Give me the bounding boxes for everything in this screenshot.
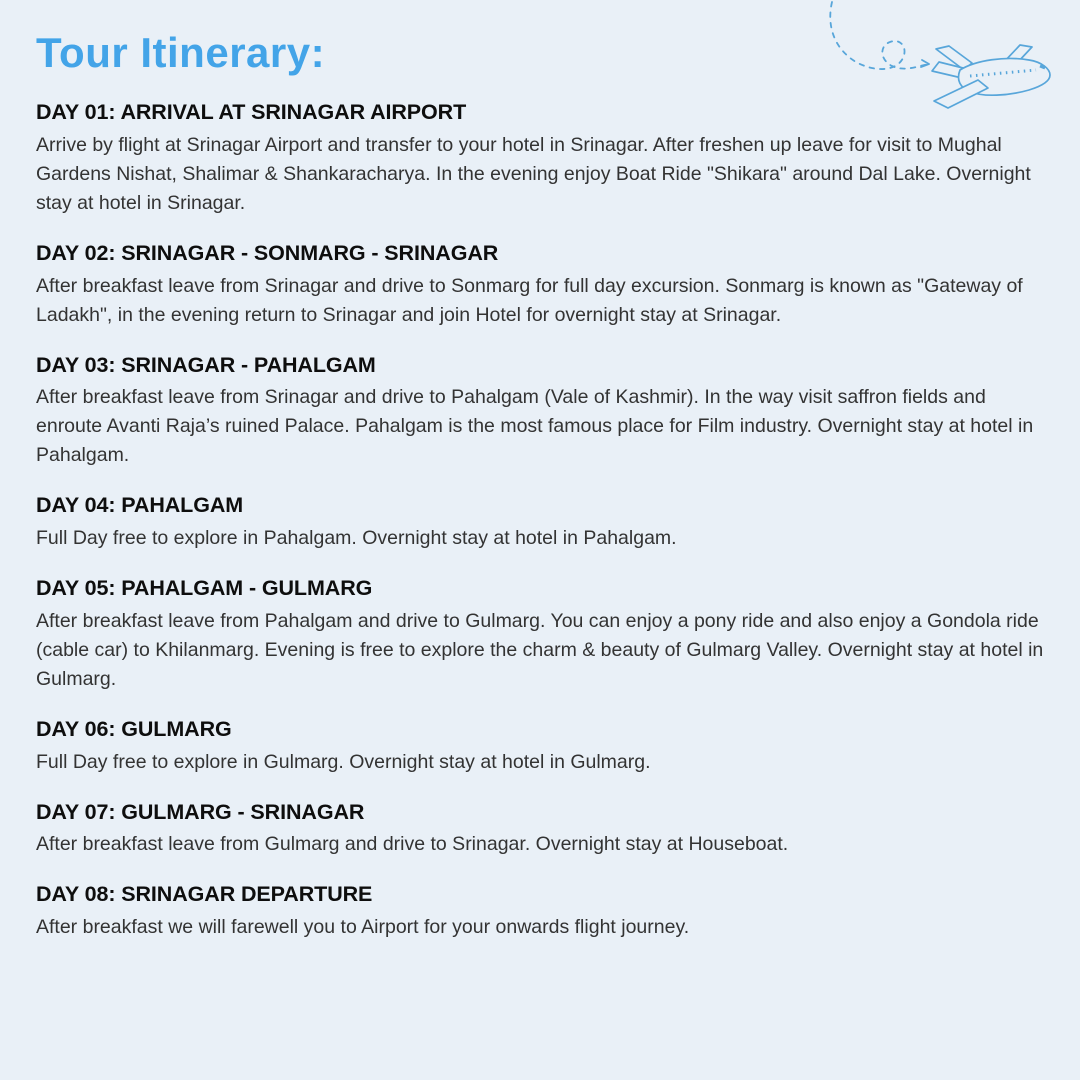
day-heading: DAY 05: PAHALGAM - GULMARG (36, 576, 373, 601)
itinerary-list (36, 100, 1046, 942)
day-description: After breakfast leave from Gulmarg and drive to Srinagar. Overnight stay at Houseboat. (36, 833, 789, 856)
day-section (36, 353, 1046, 471)
day-heading: DAY 06: GULMARG (36, 716, 232, 741)
day-description: Arrive by flight at Srinagar Airport and transfer to your hotel in Srinagar. After freshen up leave for visit to Mughal Gardens Nishat, Shalimar & Shankaracharya. In the evening enjoy Boat Ride "Shikara" around Dal Lake. Overnight stay at hotel in Srinagar. (36, 133, 1031, 214)
day-section (36, 100, 1046, 218)
day-description: After breakfast leave from Srinagar and drive to Sonmarg for full day excursion. Sonmarg is known as "Gateway of Ladakh", in the evening return to Srinagar and join Hotel for overnight stay at Srinagar. (36, 274, 1023, 326)
day-section (36, 717, 1046, 777)
day-description: Full Day free to explore in Pahalgam. Overnight stay at hotel in Pahalgam. (36, 527, 677, 550)
day-heading: DAY 03: SRINAGAR - PAHALGAM (36, 352, 376, 377)
day-heading: DAY 01: ARRIVAL AT SRINAGAR AIRPORT (36, 100, 467, 125)
day-section (36, 882, 1046, 942)
page-title: Tour Itinerary: (36, 29, 326, 76)
day-heading: DAY 04: PAHALGAM (36, 493, 244, 518)
day-heading: DAY 02: SRINAGAR - SONMARG - SRINAGAR (36, 240, 499, 265)
day-section (36, 493, 1046, 553)
day-section (36, 800, 1046, 860)
day-section (36, 576, 1046, 694)
day-description: After breakfast leave from Pahalgam and drive to Gulmarg. You can enjoy a pony ride and also enjoy a Gondola ride (cable car) to Khilanmarg. Evening is free to explore the charm & beauty of Gulmarg Valley. Overnight stay at hotel in Gulmarg. (36, 609, 1044, 690)
day-section (36, 241, 1046, 330)
day-description: Full Day free to explore in Gulmarg. Overnight stay at hotel in Gulmarg. (36, 750, 651, 773)
day-heading: DAY 08: SRINAGAR DEPARTURE (36, 882, 373, 907)
day-description: After breakfast leave from Srinagar and drive to Pahalgam (Vale of Kashmir). In the way visit saffron fields and enroute Avanti Raja’s ruined Palace. Pahalgam is the most famous place for Film industry. Overnight stay at hotel in Pahalgam. (36, 386, 1034, 467)
day-description: After breakfast we will farewell you to Airport for your onwards flight journey. (36, 915, 690, 938)
day-heading: DAY 07: GULMARG - SRINAGAR (36, 799, 365, 824)
